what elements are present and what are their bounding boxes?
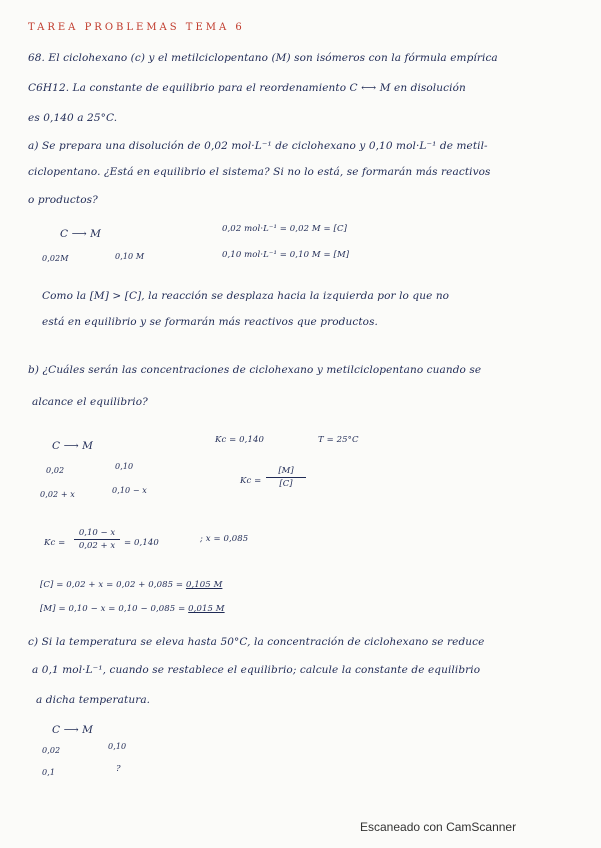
part-c-question-3: a dicha temperatura. [36,694,151,706]
part-b-c-result-value: 0,105 M [185,580,223,590]
part-b-m-equilibrium: 0,10 − x [112,486,147,495]
part-b-kc: Kc = 0,140 [215,435,264,445]
part-a-question-2: ciclopentano. ¿Está en equilibrio el sistema? Si no lo está, se formarán más reactivos [28,166,491,178]
part-c-m-new: ? [116,764,121,774]
part-a-answer-1: Como la [M] > [C], la reacción se desplaza hacia la izquierda por lo que no [42,290,450,302]
part-b-m-result-value: 0,015 M [188,604,225,614]
problem-line-3: es 0,140 a 25°C. [28,112,118,124]
part-c-c-initial: 0,02 [42,746,61,755]
part-a-answer-2: está en equilibrio y se formarán más reactivos que productos. [42,316,378,328]
part-b-reaction: C ⟶ M [52,440,94,452]
part-b-equation-lhs: Kc = [44,538,66,548]
part-b-equation-numerator: 0,10 − x [74,528,120,540]
part-a-c-value: 0,02M [42,254,69,263]
part-b-temperature: T = 25°C [318,435,359,445]
page-header: TAREA PROBLEMAS TEMA 6 [28,22,245,33]
part-a-m-value: 0,10 M [115,252,145,261]
part-a-conversion-2: 0,10 mol·L⁻¹ = 0,10 M = [M] [222,250,350,260]
part-b-m-result-work: [M] = 0,10 − x = 0,10 − 0,085 = [40,604,189,614]
part-b-kc-definition-denominator: [C] [279,479,293,489]
problem-line-1: 68. El ciclohexano (c) y el metilciclopentano (M) son isómeros con la fórmula empírica [28,52,498,64]
part-b-question-1: b) ¿Cuáles serán las concentraciones de ciclohexano y metilciclopentano cuando se [28,364,482,376]
part-b-c-initial: 0,02 [46,466,65,475]
part-b-m-result-line [40,604,225,614]
part-c-reaction: C ⟶ M [52,724,94,736]
part-b-kc-definition-fraction [266,466,306,489]
part-a-conversion-1: 0,02 mol·L⁻¹ = 0,02 M = [C] [222,224,347,234]
part-b-equation-denominator: 0,02 + x [78,541,116,551]
part-b-m-initial: 0,10 [115,462,134,471]
part-c-question-2: a 0,1 mol·L⁻¹, cuando se restablece el equilibrio; calcule la constante de equilibrio [32,664,481,676]
part-a-reaction: C ⟶ M [60,228,102,240]
part-a-question-3: o productos? [28,194,98,206]
part-c-c-new: 0,1 [42,768,56,777]
part-c-question-1: c) Si la temperatura se eleva hasta 50°C, la concentración de ciclohexano se reduce [28,636,485,648]
part-c-m-initial: 0,10 [108,742,127,751]
part-b-c-result-work: [C] = 0,02 + x = 0,02 + 0,085 = [40,580,186,590]
part-b-equation-fraction [74,528,120,551]
part-b-x-value: ; x = 0,085 [200,534,249,544]
part-b-question-2: alcance el equilibrio? [32,396,148,408]
scanner-watermark: Escaneado con CamScanner [360,820,517,834]
part-b-kc-definition-lhs: Kc = [240,476,262,486]
part-b-equation-rhs: = 0,140 [124,538,159,548]
part-b-c-result-line [40,580,222,590]
part-b-kc-definition-numerator: [M] [266,466,306,478]
problem-line-2: C6H12. La constante de equilibrio para el reordenamiento C ⟷ M en disolución [28,82,466,94]
part-a-question-1: a) Se prepara una disolución de 0,02 mol·L⁻¹ de ciclohexano y 0,10 mol·L⁻¹ de metil- [28,140,488,152]
part-b-c-equilibrium: 0,02 + x [40,490,75,499]
